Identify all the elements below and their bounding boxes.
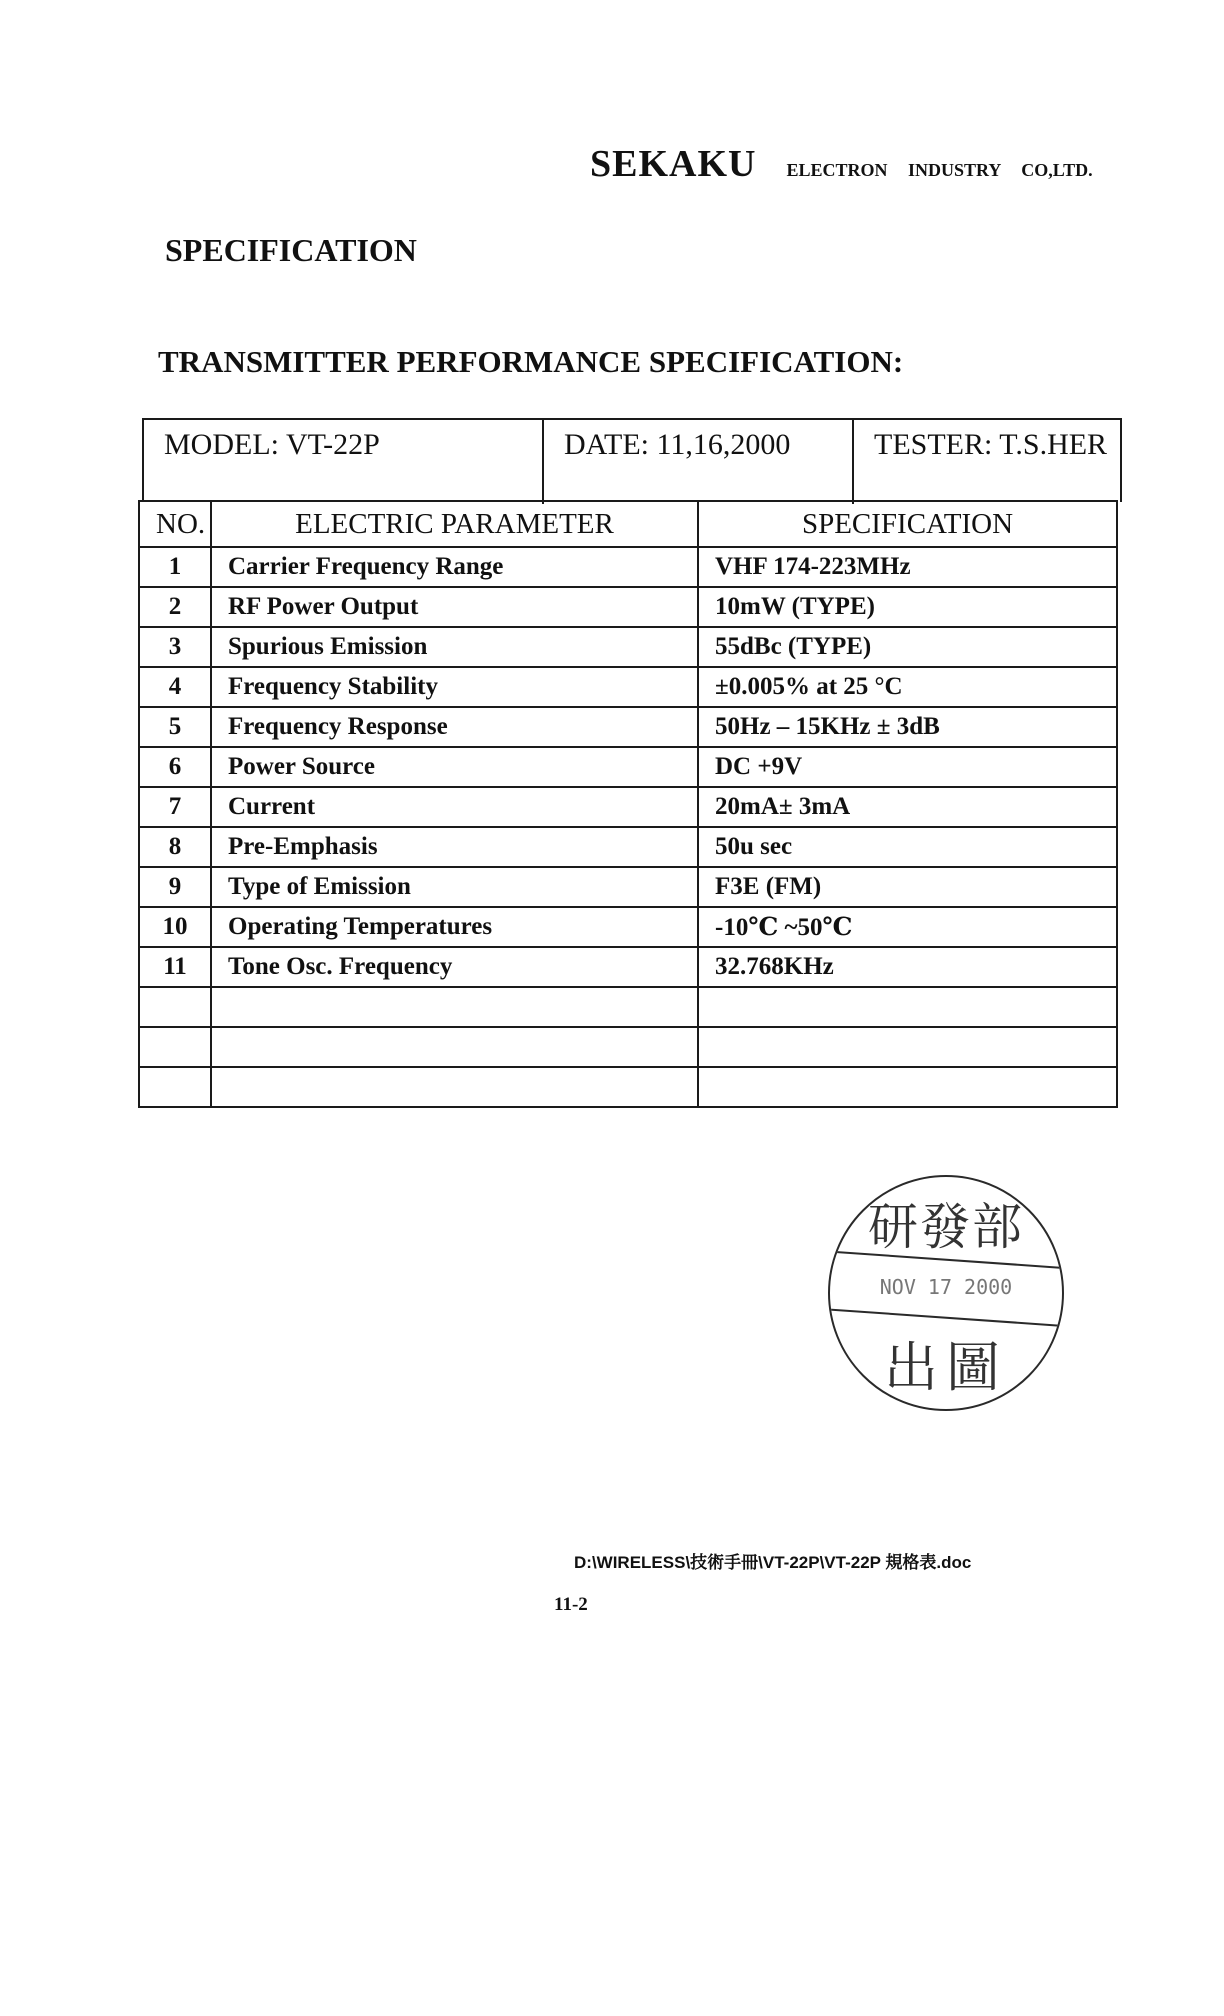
specification-value: 50Hz – 15KHz ± 3dB — [698, 707, 1117, 747]
stamp-date-text: NOV 17 2000 — [879, 1275, 1013, 1299]
section-title: TRANSMITTER PERFORMANCE SPECIFICATION: — [158, 344, 904, 379]
specification-value — [698, 1067, 1117, 1107]
row-number: 1 — [139, 547, 211, 587]
date-field: DATE: 11,16,2000 — [544, 420, 854, 504]
table-row-empty — [139, 987, 1117, 1027]
stamp-department-text: 研發部 — [868, 1199, 1024, 1255]
model-field: MODEL: VT-22P — [144, 420, 544, 504]
tester-field: TESTER: T.S.HER — [874, 428, 1108, 461]
table-row — [139, 947, 1117, 987]
spec-table — [138, 500, 1118, 1108]
specification-value: F3E (FM) — [698, 867, 1117, 907]
parameter-name: Current — [211, 787, 698, 827]
parameter-name: Operating Temperatures — [211, 907, 698, 947]
row-number: 7 — [139, 787, 211, 827]
specification-value — [698, 1027, 1117, 1067]
table-row-empty — [139, 1027, 1117, 1067]
specification-value: ±0.005% at 25 °C — [698, 667, 1117, 707]
company-header — [590, 142, 1093, 186]
table-row — [139, 547, 1117, 587]
row-number: 6 — [139, 747, 211, 787]
table-row — [139, 787, 1117, 827]
table-row — [139, 747, 1117, 787]
row-number — [139, 1027, 211, 1067]
parameter-name: RF Power Output — [211, 587, 698, 627]
table-row — [139, 707, 1117, 747]
row-number: 5 — [139, 707, 211, 747]
row-number: 10 — [139, 907, 211, 947]
parameter-name — [211, 987, 698, 1027]
table-row — [139, 627, 1117, 667]
specification-value: 10mW (TYPE) — [698, 587, 1117, 627]
parameter-name: Spurious Emission — [211, 627, 698, 667]
parameter-name — [211, 1027, 698, 1067]
specification-value: -10℃ ~50℃ — [698, 907, 1117, 947]
column-header-no: NO. — [139, 501, 211, 547]
page-number: 11-2 — [554, 1594, 588, 1615]
parameter-name: Power Source — [211, 747, 698, 787]
column-header-specification: SPECIFICATION — [698, 501, 1117, 547]
company-name: SEKAKU — [590, 143, 757, 185]
row-number — [139, 1067, 211, 1107]
table-row — [139, 907, 1117, 947]
specification-value: VHF 174-223MHz — [698, 547, 1117, 587]
parameter-name: Frequency Stability — [211, 667, 698, 707]
table-row — [139, 667, 1117, 707]
parameter-name: Type of Emission — [211, 867, 698, 907]
row-number: 4 — [139, 667, 211, 707]
stamp-issue-text: 出圖 — [884, 1338, 1008, 1398]
specification-value: DC +9V — [698, 747, 1117, 787]
table-row-empty — [139, 1067, 1117, 1107]
specification-value: 32.768KHz — [698, 947, 1117, 987]
row-number: 8 — [139, 827, 211, 867]
parameter-name: Carrier Frequency Range — [211, 547, 698, 587]
row-number: 2 — [139, 587, 211, 627]
row-number — [139, 987, 211, 1027]
specification-value: 50u sec — [698, 827, 1117, 867]
column-header-parameter: ELECTRIC PARAMETER — [211, 501, 698, 547]
row-number: 3 — [139, 627, 211, 667]
specification-value: 20mA± 3mA — [698, 787, 1117, 827]
file-path: D:\WIRELESS\技術手冊\VT-22P\VT-22P 規格表.doc — [574, 1553, 972, 1572]
department-stamp — [828, 1175, 1064, 1411]
specification-value — [698, 987, 1117, 1027]
parameter-name: Pre-Emphasis — [211, 827, 698, 867]
table-row — [139, 587, 1117, 627]
table-header-row — [139, 501, 1117, 547]
company-suffix: ELECTRON INDUSTRY CO,LTD. — [786, 160, 1093, 180]
row-number: 9 — [139, 867, 211, 907]
document-title: SPECIFICATION — [165, 232, 417, 268]
row-number: 11 — [139, 947, 211, 987]
specification-value: 55dBc (TYPE) — [698, 627, 1117, 667]
table-row — [139, 867, 1117, 907]
parameter-name: Tone Osc. Frequency — [211, 947, 698, 987]
parameter-name — [211, 1067, 698, 1107]
meta-info-box — [142, 418, 1122, 502]
table-row — [139, 827, 1117, 867]
parameter-name: Frequency Response — [211, 707, 698, 747]
